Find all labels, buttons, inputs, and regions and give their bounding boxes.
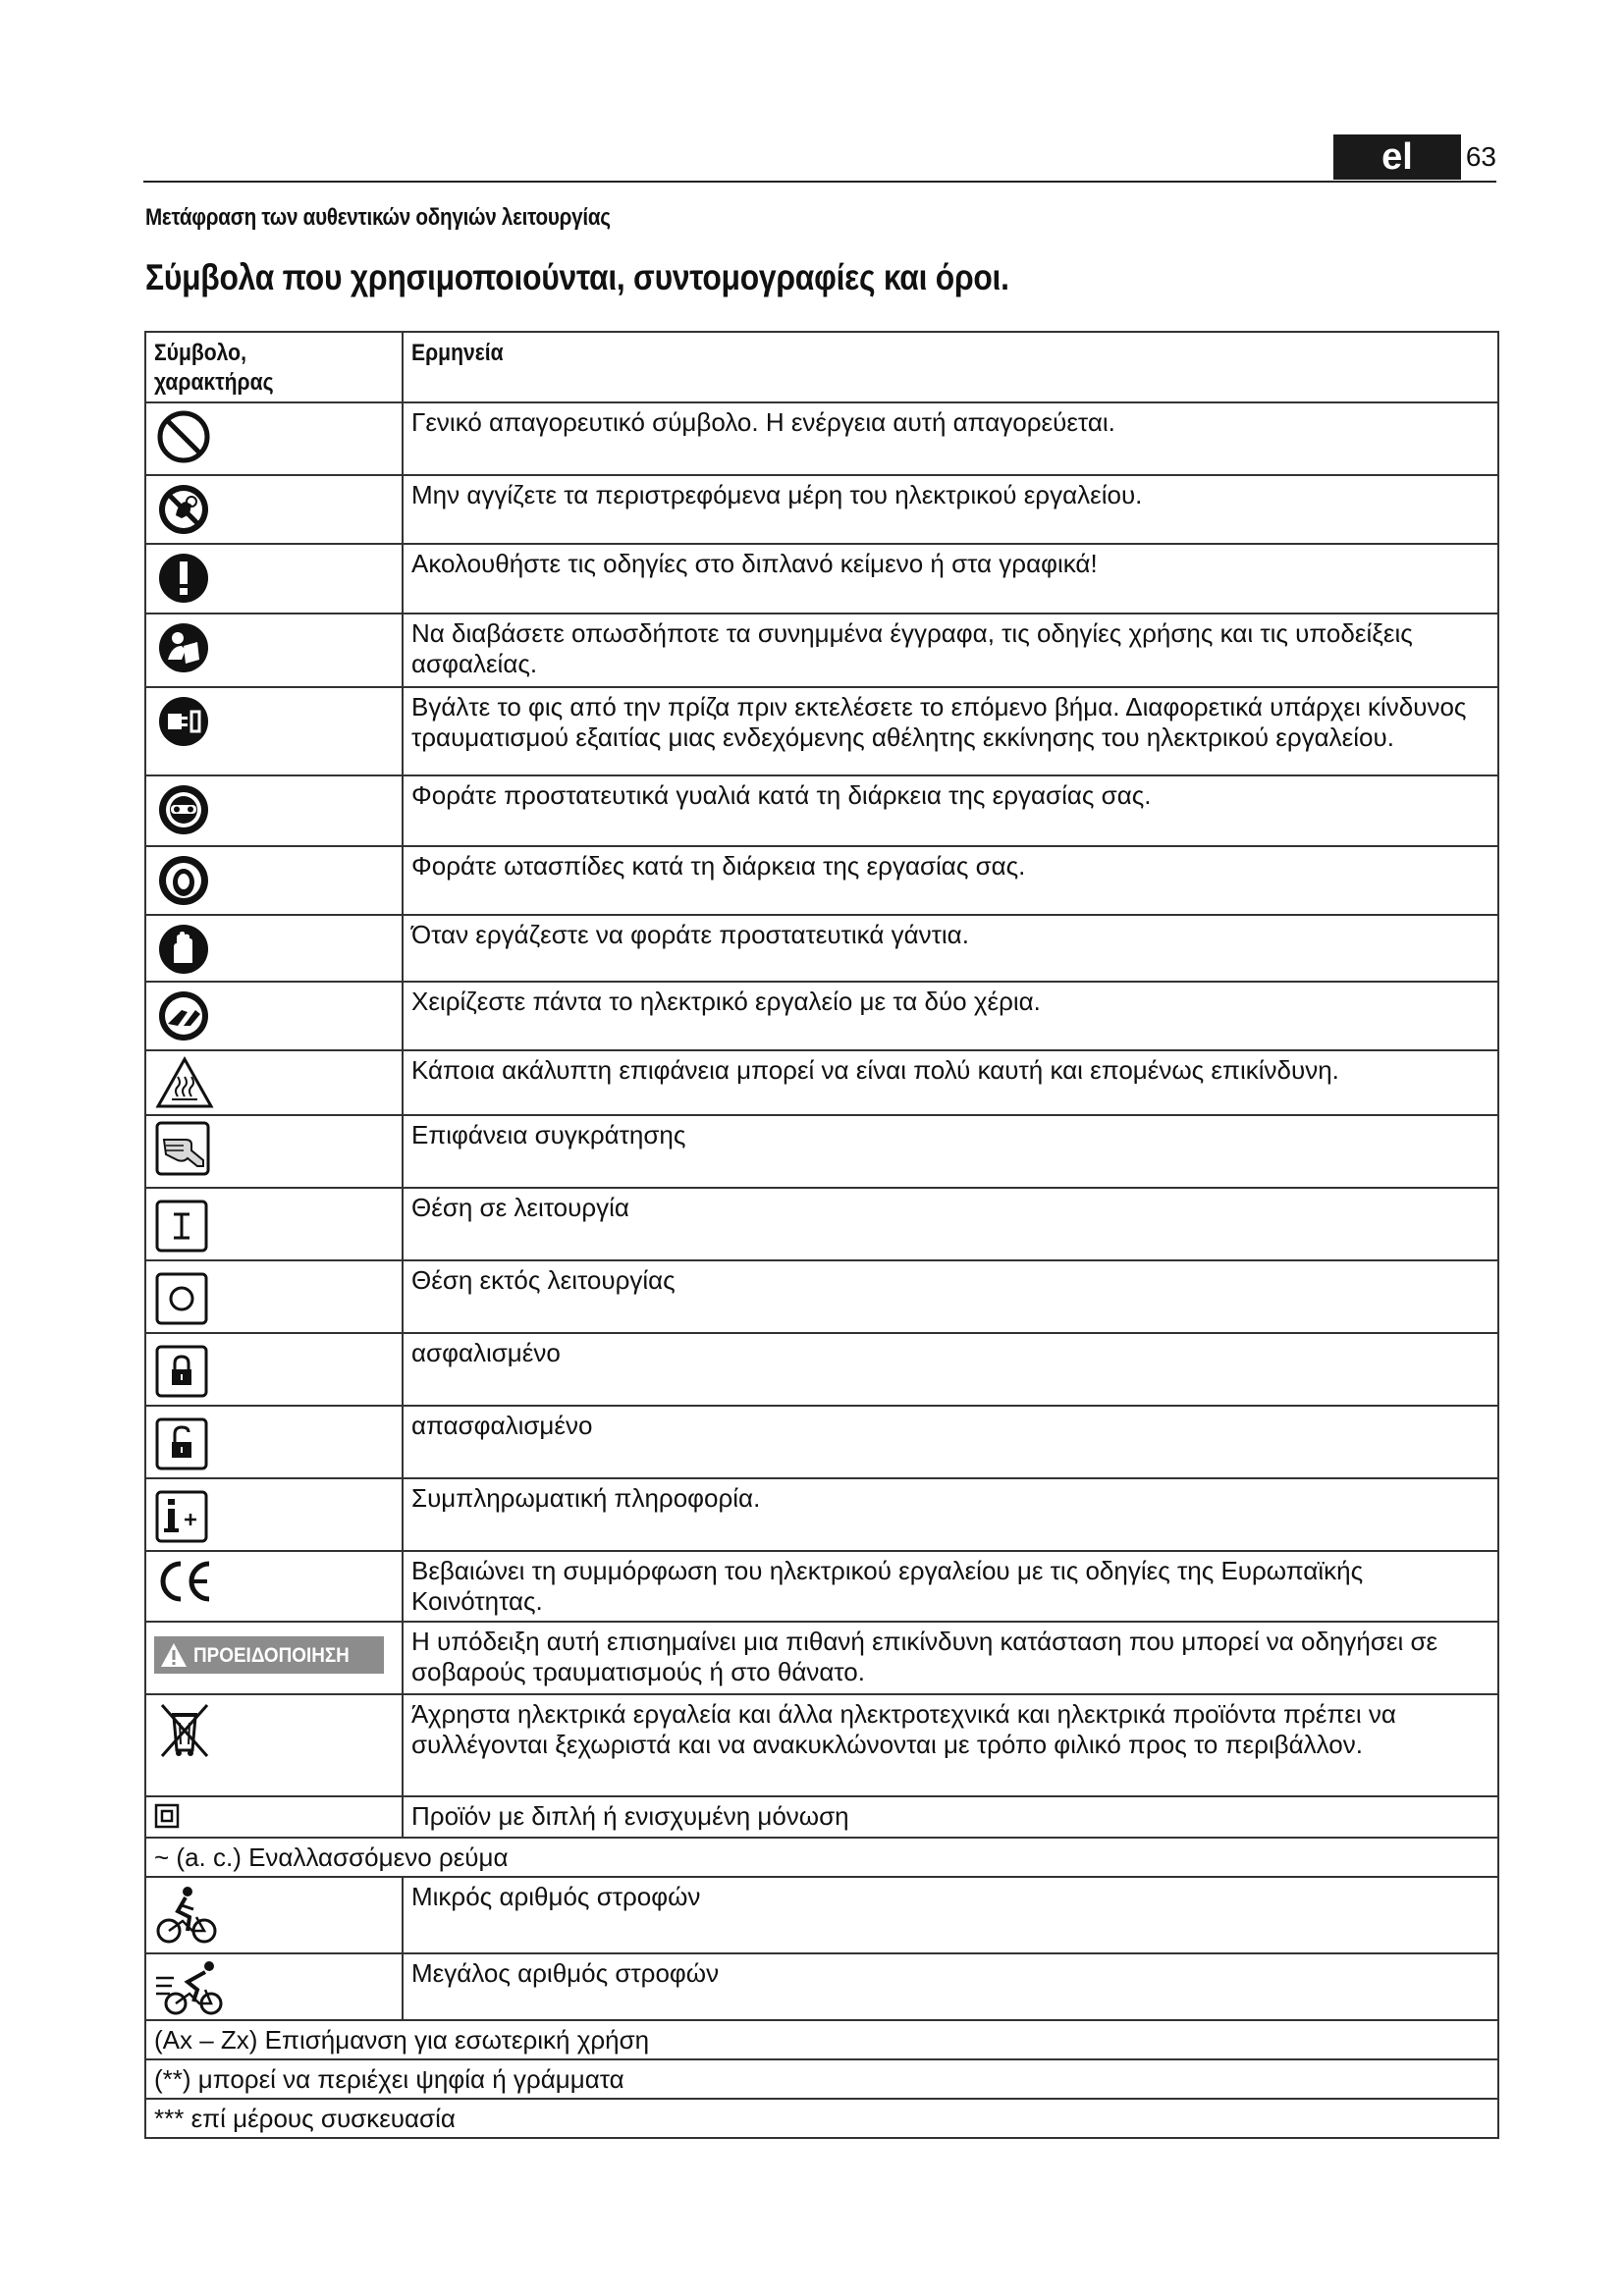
lock-open-icon bbox=[154, 1416, 209, 1471]
row-description: Γενικό απαγορευτικό σύμβολο. Η ενέργεια αυτή απαγορεύεται. bbox=[403, 402, 1498, 475]
switch-on-icon bbox=[154, 1199, 209, 1254]
table-row bbox=[145, 982, 1498, 1050]
row-description: Φοράτε ωτασπίδες κατά τη διάρκεια της εργασίας σας. bbox=[403, 846, 1498, 915]
packaging-row: *** επί μέρους συσκευασία bbox=[145, 2099, 1498, 2138]
protective-gloves-icon bbox=[154, 920, 213, 979]
table-row bbox=[145, 1953, 1498, 2020]
row-description: Η υπόδειξη αυτή επισημαίνει μια πιθανή επικίνδυνη κατάσταση που μπορεί να οδηγήσει σε σοβαρούς τραυματισμούς ή στο θάνατο. bbox=[403, 1622, 1498, 1694]
table-row bbox=[145, 1551, 1498, 1622]
row-description: Προϊόν με διπλή ή ενισχυμένη μόνωση bbox=[403, 1796, 1498, 1838]
table-row bbox=[145, 1188, 1498, 1260]
table-row bbox=[145, 2020, 1498, 2059]
row-description: Μεγάλος αριθμός στροφών bbox=[403, 1953, 1498, 2020]
row-description: απασφαλισμένο bbox=[403, 1406, 1498, 1478]
switch-off-icon bbox=[154, 1271, 209, 1326]
bicycle-slow-icon bbox=[154, 1882, 219, 1947]
page-number: 63 bbox=[1465, 141, 1496, 172]
info-icon bbox=[154, 1489, 209, 1544]
table-row bbox=[145, 775, 1498, 846]
row-description: Επιφάνεια συγκράτησης bbox=[403, 1115, 1498, 1188]
digits-letters-row: (**) μπορεί να περιέχει ψηφία ή γράμματα bbox=[145, 2059, 1498, 2099]
row-description: Θέση εκτός λειτουργίας bbox=[403, 1260, 1498, 1333]
column-header-symbol: Σύμβολο, χαρακτήρας bbox=[145, 332, 403, 402]
table-row bbox=[145, 1115, 1498, 1188]
table-row bbox=[145, 2099, 1498, 2138]
table-row bbox=[145, 687, 1498, 775]
row-description: Βεβαιώνει τη συμμόρφωση του ηλεκτρικού εργαλείου με τις οδηγίες της Ευρωπαϊκής Κοινότητας. bbox=[403, 1551, 1498, 1622]
column-header-meaning: Ερμηνεία bbox=[403, 332, 1498, 402]
row-description: Χειρίζεστε πάντα το ηλεκτρικό εργαλείο με τα δύο χέρια. bbox=[403, 982, 1498, 1050]
prohibition-icon bbox=[154, 407, 213, 466]
row-description: ασφαλισμένο bbox=[403, 1333, 1498, 1406]
table-row bbox=[145, 2059, 1498, 2099]
ce-mark-icon bbox=[154, 1556, 215, 1607]
page-header bbox=[143, 132, 1496, 183]
table-row bbox=[145, 544, 1498, 614]
grip-surface-icon bbox=[154, 1120, 211, 1177]
language-badge: el bbox=[1333, 134, 1461, 180]
exclamation-icon bbox=[154, 549, 213, 608]
table-row bbox=[145, 1260, 1498, 1333]
table-row bbox=[145, 614, 1498, 687]
warning-badge bbox=[154, 1636, 384, 1674]
bicycle-fast-icon bbox=[154, 1958, 227, 2017]
internal-marking-row: (Ax – Zx) Επισήμανση για εσωτερική χρήση bbox=[145, 2020, 1498, 2059]
warning-badge-label: ΠΡΟΕΙΔΟΠΟΙΗΣΗ bbox=[193, 1643, 350, 1667]
row-description: Μην αγγίζετε τα περιστρεφόμενα μέρη του ηλεκτρικού εργαλείου. bbox=[403, 475, 1498, 544]
two-hands-icon bbox=[154, 987, 213, 1045]
row-description: Να διαβάσετε οπωσδήποτε τα συνημμένα έγγραφα, τις οδηγίες χρήσης και τις υποδείξεις ασφαλείας. bbox=[403, 614, 1498, 687]
row-description: Όταν εργάζεστε να φοράτε προστατευτικά γάντια. bbox=[403, 915, 1498, 982]
table-row bbox=[145, 915, 1498, 982]
table-row bbox=[145, 1050, 1498, 1115]
page-title: Σύμβολα που χρησιμοποιούνται, συντομογραφίες και όροι. bbox=[145, 257, 1009, 297]
table-row bbox=[145, 475, 1498, 544]
table-row bbox=[145, 1838, 1498, 1877]
document-subtitle: Μετάφραση των αυθεντικών οδηγιών λειτουργίας bbox=[145, 204, 611, 231]
table-row bbox=[145, 1406, 1498, 1478]
row-description: Βγάλτε το φις από την πρίζα πριν εκτελέσετε το επόμενο βήμα. Διαφορετικά υπάρχει κίνδυνος τραυματισμού εξαιτίας μιας ενδεχόμενης αθέλητης εκκίνησης του ηλεκτρικού εργαλείου. bbox=[403, 687, 1498, 775]
table-row bbox=[145, 402, 1498, 475]
no-touch-rotating-parts-icon bbox=[154, 480, 213, 539]
table-row bbox=[145, 1333, 1498, 1406]
row-description: Άχρηστα ηλεκτρικά εργαλεία και άλλα ηλεκτροτεχνικά και ηλεκτρικά προϊόντα πρέπει να συλλέγονται ξεχωριστά και να ανακυκλώνονται με τρόπο φιλικό προς το περιβάλλον. bbox=[403, 1694, 1498, 1796]
unplug-icon bbox=[154, 692, 213, 751]
safety-goggles-icon bbox=[154, 780, 213, 839]
table-row bbox=[145, 1694, 1498, 1796]
table-header-row bbox=[145, 332, 1498, 402]
hot-surface-icon bbox=[154, 1055, 215, 1110]
read-manual-icon bbox=[154, 618, 213, 677]
ac-current-row: ~ (a. c.) Εναλλασσόμενο ρεύμα bbox=[145, 1838, 1498, 1877]
ear-protection-icon bbox=[154, 851, 213, 910]
warning-triangle-icon bbox=[160, 1642, 188, 1668]
weee-bin-icon bbox=[154, 1699, 215, 1760]
row-description: Θέση σε λειτουργία bbox=[403, 1188, 1498, 1260]
double-insulation-icon bbox=[154, 1803, 180, 1829]
table-row bbox=[145, 1478, 1498, 1551]
row-description: Κάποια ακάλυπτη επιφάνεια μπορεί να είναι πολύ καυτή και επομένως επικίνδυνη. bbox=[403, 1050, 1498, 1115]
table-row bbox=[145, 1796, 1498, 1838]
row-description: Συμπληρωματική πληροφορία. bbox=[403, 1478, 1498, 1551]
row-description: Μικρός αριθμός στροφών bbox=[403, 1877, 1498, 1953]
row-description: Φοράτε προστατευτικά γυαλιά κατά τη διάρκεια της εργασίας σας. bbox=[403, 775, 1498, 846]
symbols-table bbox=[144, 331, 1499, 2139]
table-row bbox=[145, 1622, 1498, 1694]
row-description: Ακολουθήστε τις οδηγίες στο διπλανό κείμενο ή στα γραφικά! bbox=[403, 544, 1498, 614]
table-row bbox=[145, 1877, 1498, 1953]
lock-closed-icon bbox=[154, 1344, 209, 1399]
table-row bbox=[145, 846, 1498, 915]
